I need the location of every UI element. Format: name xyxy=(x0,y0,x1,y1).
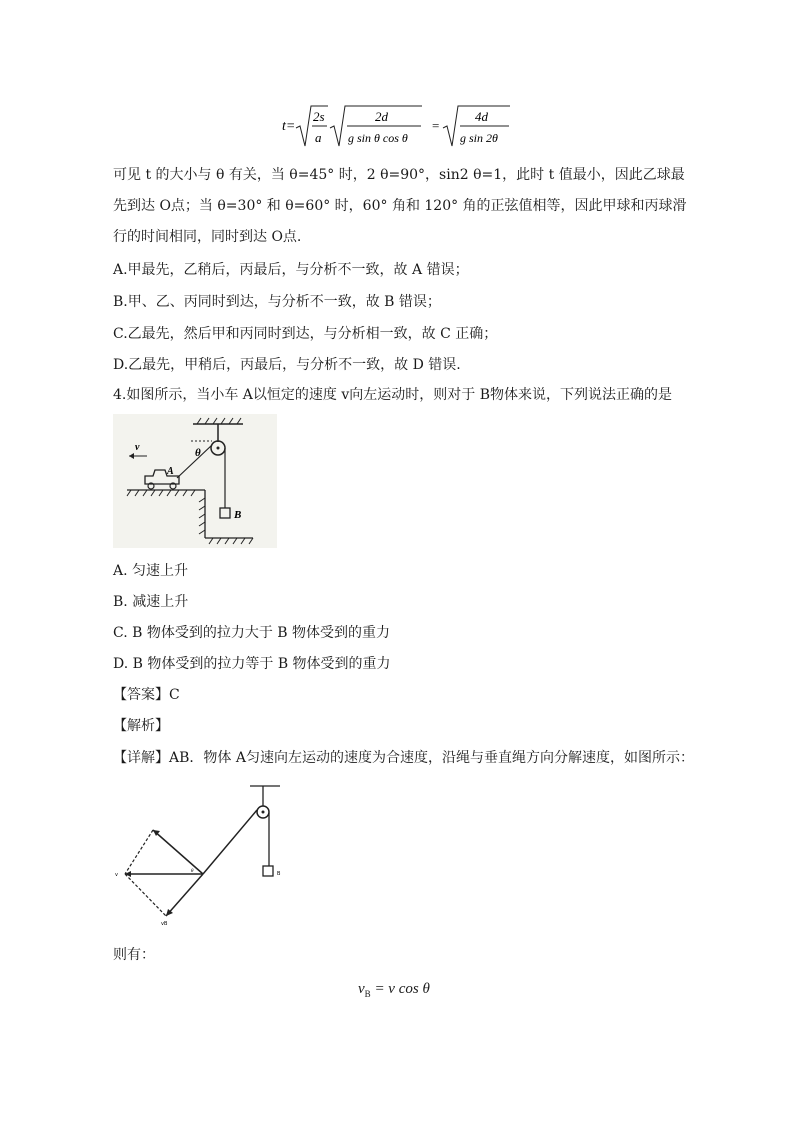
formula-t-label: t= xyxy=(282,119,296,134)
dashed-side-upper xyxy=(125,830,153,874)
question-4: 4.如图所示，当小车 A以恒定的速度 v向左运动时，则对于 B物体来说，下列说法正确的是 xyxy=(113,387,673,403)
velocity-along-rope xyxy=(153,830,203,874)
prev-option-d: D.乙最先，甲稍后，丙最后，与分析不一致，故 D 错误. xyxy=(113,357,461,373)
pulley-axle xyxy=(217,447,220,450)
velocity-perpendicular xyxy=(166,874,203,916)
prev-option-b: B.甲、乙、丙同时到达，与分析不一致，故 B 错误； xyxy=(113,294,441,310)
dashed-side-lower xyxy=(125,874,166,916)
time-formula xyxy=(280,102,520,152)
figure-velocity-decomposition xyxy=(113,780,288,930)
f1-denominator: a xyxy=(315,130,322,145)
fig1-b-label: B xyxy=(234,509,242,521)
fig2-pulley-axle xyxy=(262,811,265,814)
fig2-b-label: B xyxy=(277,871,281,877)
fig2-rope-diagonal xyxy=(203,810,257,874)
vb-formula-sub: B xyxy=(364,989,371,999)
then-label: 则有： xyxy=(113,947,155,963)
figure-background xyxy=(113,414,277,548)
choice-c: C. B 物体受到的拉力大于 B 物体受到的重力 xyxy=(113,625,391,641)
prev-option-a: A.甲最先，乙稍后，丙最后，与分析不一致，故 A 错误； xyxy=(113,262,469,278)
vb-formula-lhs: v xyxy=(358,981,365,997)
para1-line-2: 先到达 O点；当 θ=30° 和 θ=60° 时，60° 角和 120° 角的正弦值相等，因此甲球和丙球滑 xyxy=(113,198,687,214)
fig2-theta: θ xyxy=(191,869,194,874)
formula-equals: = xyxy=(432,118,440,133)
f3-denominator: g sin 2θ xyxy=(460,131,498,145)
fig1-v-label: v xyxy=(135,442,140,453)
fig2-block-b xyxy=(263,866,273,876)
choice-d: D. B 物体受到的拉力等于 B 物体受到的重力 xyxy=(113,656,391,672)
prev-option-c: C.乙最先，然后甲和丙同时到达，与分析相一致，故 C 正确； xyxy=(113,326,498,342)
analysis-label: 【解析】 xyxy=(113,718,169,734)
choice-b: B. 减速上升 xyxy=(113,594,189,610)
choice-a: A. 匀速上升 xyxy=(113,563,189,579)
para1-line-1: 可见 t 的大小与 θ 有关，当 θ=45° 时，2 θ=90°，sin2 θ=1，此时 t 值最小，因此乙球最 xyxy=(113,167,685,183)
f2-denominator: g sin θ cos θ xyxy=(348,131,408,145)
fig1-a-label: A xyxy=(167,466,174,477)
answer-label: 【答案】C xyxy=(113,687,180,703)
vb-formula xyxy=(358,981,430,999)
vb-formula-rhs: = v cos θ xyxy=(374,981,430,997)
fig1-theta: θ xyxy=(195,447,201,459)
fig2-vb-label: vB xyxy=(161,921,168,927)
f2-numerator: 2d xyxy=(375,109,388,124)
velocity-v-head xyxy=(125,871,131,877)
fig2-v-label: v xyxy=(115,872,118,878)
f1-numerator: 2s xyxy=(313,109,325,124)
figure-car-pulley xyxy=(113,414,277,548)
para1-line-3: 行的时间相同，同时到达 O点. xyxy=(113,229,302,245)
detail-text: 【详解】AB．物体 A匀速向左运动的速度为合速度，沿绳与垂直绳方向分解速度，如图所示： xyxy=(113,750,694,766)
f3-numerator: 4d xyxy=(475,109,488,124)
